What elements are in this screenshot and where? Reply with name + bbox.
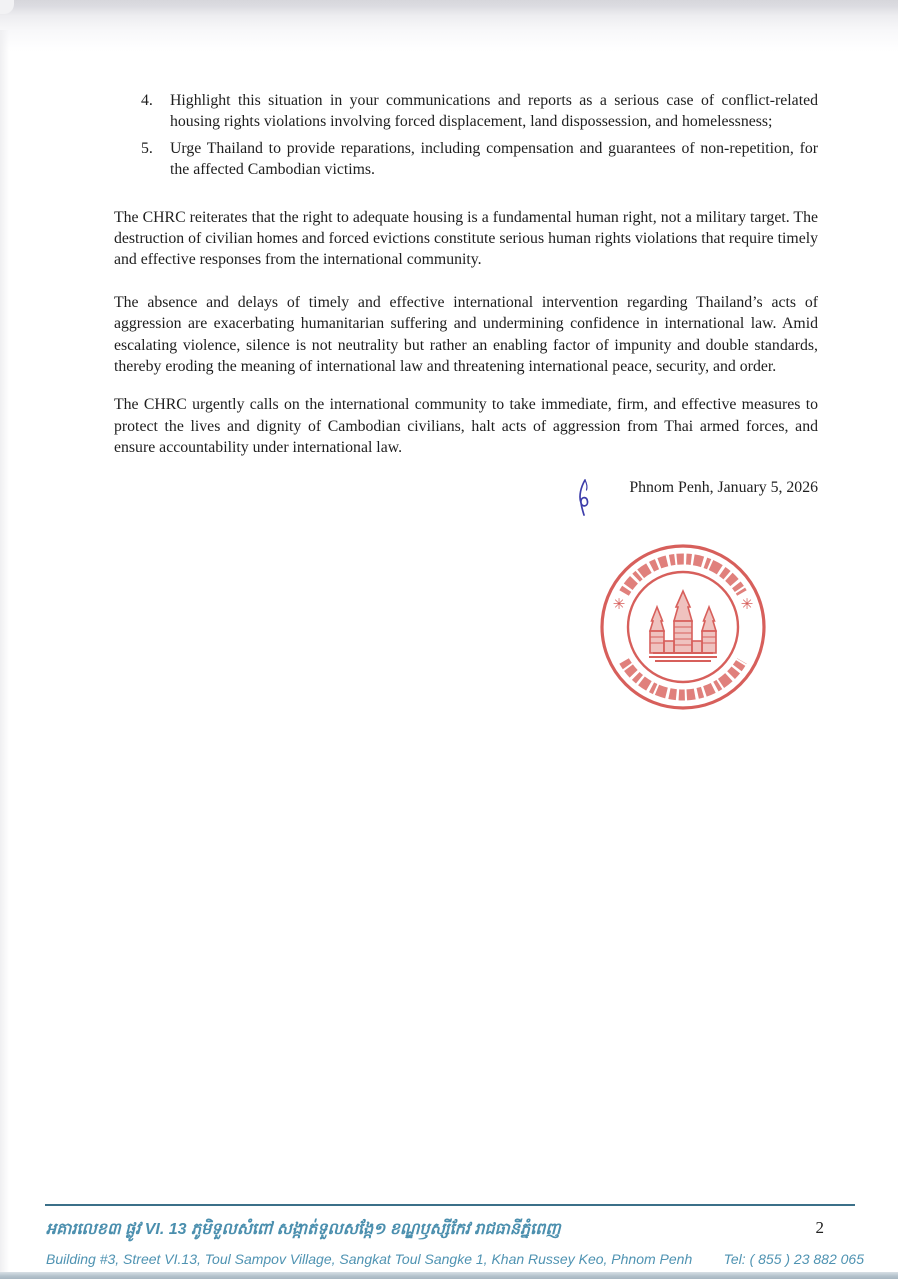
dateline: Phnom Penh, January 5, 2026 xyxy=(629,478,818,496)
footer-divider xyxy=(45,1204,855,1206)
paragraph-absence-delays: The absence and delays of timely and effective international intervention regarding Thailand’s acts of aggression are exacerbating humanitarian suffering and undermining confidence in international law. Amid escalating violence, silence is not neutrality but rather an enabling factor of impunity and double standards, thereby eroding the meaning of international law and threatening international peace, security, and order. xyxy=(114,293,818,376)
list-item-text: Urge Thailand to provide reparations, including compensation and guarantees of non-repetition, for the affected Cambodian victims. xyxy=(170,139,818,179)
list-item-number: 5. xyxy=(141,139,153,157)
footer-address-english: Building #3, Street VI.13, Toul Sampov Village, Sangkat Toul Sangke 1, Khan Russey Keo, Phnom Penh xyxy=(46,1251,693,1267)
footer-english-row xyxy=(46,1251,864,1267)
scan-edge-top xyxy=(0,0,898,52)
list-item-number: 4. xyxy=(141,92,153,109)
pen-mark-initial xyxy=(574,478,598,518)
scan-edge-bottom xyxy=(0,1272,898,1279)
footer-address-khmer: អគារលេខ៣ ផ្លូវ VI. 13 ភូមិទួលសំពៅ សង្កាត់ទួលសង្កែ១ ខណ្ឌឫស្សីកែវ រាជធានីភ្នំពេញ xyxy=(46,1221,561,1238)
ring-text-bottom xyxy=(624,661,742,695)
ring-text-top xyxy=(624,559,742,593)
scan-edge-left xyxy=(0,30,9,1272)
list-item-4 xyxy=(141,90,818,133)
star-separator-icon: ✳ xyxy=(612,597,626,613)
angkor-wat-temple-icon xyxy=(649,591,717,661)
letter-body xyxy=(114,90,818,498)
footer-khmer-row xyxy=(46,1218,824,1242)
paragraph-urgent-call: The CHRC urgently calls on the international community to take immediate, firm, and effective measures to protect the lives and dignity of Cambodian civilians, halt acts of aggression from Thai armed forces, and ensure accountability under international law. xyxy=(114,396,818,457)
paragraph-reiterates: The CHRC reiterates that the right to adequate housing is a fundamental human right, not a military target. The destruction of civilian homes and forced evictions constitute serious human rights violations that require timely and effective responses from the international community. xyxy=(114,208,818,269)
page-number: 2 xyxy=(815,1218,824,1237)
list-item-text: Highlight this situation in your communications and reports as a serious case of conflict-related housing rights violations involving forced displacement, land dispossession, and homelessness; xyxy=(170,92,818,131)
official-stamp xyxy=(597,541,769,713)
star-separator-icon: ✳ xyxy=(740,597,754,613)
list-item-5 xyxy=(141,138,818,181)
footer-telephone: Tel: ( 855 ) 23 882 065 xyxy=(723,1251,864,1267)
